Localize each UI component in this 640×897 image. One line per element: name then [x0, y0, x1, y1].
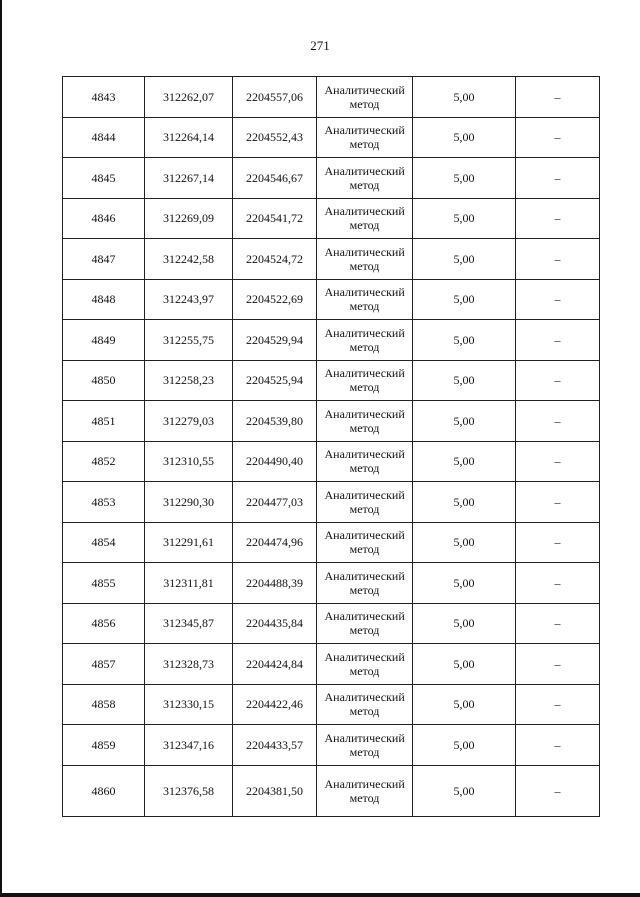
accuracy-cell — [413, 725, 516, 766]
method-text: Аналитический метод — [324, 649, 405, 678]
y-coordinate-text: 2204422,46 — [246, 697, 303, 712]
accuracy-cell — [413, 360, 516, 401]
method-text: Аналитический метод — [324, 204, 405, 233]
note-cell — [516, 482, 600, 523]
note-text: – — [554, 737, 561, 752]
y-coordinate-text: 2204546,67 — [246, 170, 303, 185]
y-coordinate-text: 2204525,94 — [246, 373, 303, 388]
point-number-text: 4853 — [91, 494, 116, 509]
y-coordinate-cell — [233, 360, 317, 401]
table-row — [63, 603, 600, 644]
y-coordinate-cell — [233, 198, 317, 239]
x-coordinate-cell — [145, 360, 233, 401]
y-coordinate-text: 2204433,57 — [246, 737, 303, 752]
x-coordinate-text: 312243,97 — [163, 292, 214, 307]
x-coordinate-cell — [145, 603, 233, 644]
accuracy-text: 5,00 — [453, 656, 475, 671]
method-cell — [317, 603, 413, 644]
note-cell — [516, 441, 600, 482]
y-coordinate-cell — [233, 77, 317, 118]
table-row — [63, 77, 600, 118]
x-coordinate-text: 312310,55 — [163, 454, 214, 469]
y-coordinate-text: 2204474,96 — [246, 535, 303, 550]
y-coordinate-text: 2204557,06 — [246, 89, 303, 104]
method-text: Аналитический метод — [324, 487, 405, 516]
y-coordinate-text: 2204490,40 — [246, 454, 303, 469]
point-number-text: 4848 — [91, 292, 116, 307]
note-cell — [516, 239, 600, 280]
note-cell — [516, 320, 600, 361]
accuracy-cell — [413, 603, 516, 644]
table-row — [63, 684, 600, 725]
point-number-cell — [63, 320, 145, 361]
accuracy-text: 5,00 — [453, 737, 475, 752]
x-coordinate-cell — [145, 441, 233, 482]
table-row — [63, 563, 600, 604]
note-cell — [516, 644, 600, 685]
method-cell — [317, 77, 413, 118]
x-coordinate-cell — [145, 239, 233, 280]
point-number-cell — [63, 765, 145, 816]
method-cell — [317, 765, 413, 816]
note-cell — [516, 765, 600, 816]
x-coordinate-text: 312376,58 — [163, 783, 214, 798]
x-coordinate-text: 312264,14 — [163, 130, 214, 145]
y-coordinate-cell — [233, 603, 317, 644]
method-text: Аналитический метод — [324, 82, 405, 111]
coordinates-table — [62, 76, 600, 817]
x-coordinate-cell — [145, 522, 233, 563]
point-number-cell — [63, 603, 145, 644]
method-cell — [317, 158, 413, 199]
note-text: – — [554, 292, 561, 307]
x-coordinate-cell — [145, 320, 233, 361]
point-number-cell — [63, 360, 145, 401]
accuracy-cell — [413, 401, 516, 442]
point-number-text: 4859 — [91, 737, 116, 752]
y-coordinate-cell — [233, 725, 317, 766]
point-number-text: 4852 — [91, 454, 116, 469]
table-row — [63, 279, 600, 320]
y-coordinate-text: 2204477,03 — [246, 494, 303, 509]
method-text: Аналитический метод — [324, 568, 405, 597]
note-text: – — [554, 130, 561, 145]
accuracy-text: 5,00 — [453, 783, 475, 798]
method-text: Аналитический метод — [324, 730, 405, 759]
y-coordinate-cell — [233, 239, 317, 280]
accuracy-cell — [413, 320, 516, 361]
y-coordinate-text: 2204522,69 — [246, 292, 303, 307]
x-coordinate-text: 312290,30 — [163, 494, 214, 509]
y-coordinate-text: 2204529,94 — [246, 332, 303, 347]
point-number-text: 4850 — [91, 373, 116, 388]
accuracy-text: 5,00 — [453, 697, 475, 712]
point-number-text: 4843 — [91, 89, 116, 104]
x-coordinate-text: 312345,87 — [163, 616, 214, 631]
method-text: Аналитический метод — [324, 690, 405, 719]
x-coordinate-cell — [145, 279, 233, 320]
accuracy-text: 5,00 — [453, 332, 475, 347]
y-coordinate-cell — [233, 320, 317, 361]
point-number-cell — [63, 725, 145, 766]
note-cell — [516, 279, 600, 320]
point-number-text: 4847 — [91, 251, 116, 266]
method-cell — [317, 360, 413, 401]
method-cell — [317, 563, 413, 604]
y-coordinate-text: 2204424,84 — [246, 656, 303, 671]
point-number-cell — [63, 482, 145, 523]
point-number-text: 4860 — [91, 783, 116, 798]
method-cell — [317, 198, 413, 239]
note-text: – — [554, 170, 561, 185]
point-number-text: 4858 — [91, 697, 116, 712]
table-row — [63, 360, 600, 401]
point-number-cell — [63, 158, 145, 199]
y-coordinate-cell — [233, 279, 317, 320]
point-number-text: 4846 — [91, 211, 116, 226]
note-text: – — [554, 251, 561, 266]
note-text: – — [554, 616, 561, 631]
y-coordinate-cell — [233, 158, 317, 199]
x-coordinate-text: 312242,58 — [163, 251, 214, 266]
accuracy-cell — [413, 765, 516, 816]
x-coordinate-cell — [145, 158, 233, 199]
y-coordinate-cell — [233, 765, 317, 816]
method-cell — [317, 441, 413, 482]
point-number-text: 4844 — [91, 130, 116, 145]
note-text: – — [554, 454, 561, 469]
y-coordinate-text: 2204539,80 — [246, 413, 303, 428]
x-coordinate-cell — [145, 563, 233, 604]
accuracy-text: 5,00 — [453, 251, 475, 266]
method-cell — [317, 320, 413, 361]
x-coordinate-text: 312311,81 — [163, 575, 214, 590]
note-text: – — [554, 535, 561, 550]
accuracy-text: 5,00 — [453, 211, 475, 226]
method-cell — [317, 482, 413, 523]
x-coordinate-text: 312330,15 — [163, 697, 214, 712]
x-coordinate-text: 312258,23 — [163, 373, 214, 388]
table-row — [63, 158, 600, 199]
y-coordinate-cell — [233, 644, 317, 685]
y-coordinate-cell — [233, 563, 317, 604]
accuracy-cell — [413, 239, 516, 280]
accuracy-cell — [413, 644, 516, 685]
note-cell — [516, 401, 600, 442]
note-cell — [516, 198, 600, 239]
point-number-cell — [63, 117, 145, 158]
method-text: Аналитический метод — [324, 609, 405, 638]
method-cell — [317, 644, 413, 685]
x-coordinate-cell — [145, 765, 233, 816]
note-text: – — [554, 656, 561, 671]
accuracy-text: 5,00 — [453, 89, 475, 104]
note-text: – — [554, 575, 561, 590]
point-number-cell — [63, 441, 145, 482]
y-coordinate-text: 2204435,84 — [246, 616, 303, 631]
point-number-cell — [63, 279, 145, 320]
table-row — [63, 441, 600, 482]
note-text: – — [554, 494, 561, 509]
accuracy-cell — [413, 441, 516, 482]
note-cell — [516, 158, 600, 199]
accuracy-text: 5,00 — [453, 130, 475, 145]
accuracy-cell — [413, 482, 516, 523]
point-number-cell — [63, 644, 145, 685]
x-coordinate-cell — [145, 644, 233, 685]
x-coordinate-cell — [145, 117, 233, 158]
table-row — [63, 644, 600, 685]
accuracy-cell — [413, 198, 516, 239]
point-number-cell — [63, 239, 145, 280]
point-number-text: 4849 — [91, 332, 116, 347]
y-coordinate-text: 2204552,43 — [246, 130, 303, 145]
table-body — [63, 77, 600, 817]
method-text: Аналитический метод — [324, 776, 405, 805]
note-text: – — [554, 413, 561, 428]
x-coordinate-text: 312267,14 — [163, 170, 214, 185]
table-row — [63, 198, 600, 239]
x-coordinate-cell — [145, 482, 233, 523]
x-coordinate-text: 312262,07 — [163, 89, 214, 104]
accuracy-text: 5,00 — [453, 292, 475, 307]
method-text: Аналитический метод — [324, 406, 405, 435]
note-cell — [516, 725, 600, 766]
note-text: – — [554, 373, 561, 388]
x-coordinate-text: 312347,16 — [163, 737, 214, 752]
y-coordinate-cell — [233, 482, 317, 523]
table-row — [63, 117, 600, 158]
method-cell — [317, 239, 413, 280]
x-coordinate-cell — [145, 401, 233, 442]
point-number-cell — [63, 77, 145, 118]
x-coordinate-text: 312255,75 — [163, 332, 214, 347]
table-row — [63, 725, 600, 766]
x-coordinate-cell — [145, 198, 233, 239]
note-text: – — [554, 697, 561, 712]
accuracy-cell — [413, 77, 516, 118]
accuracy-text: 5,00 — [453, 575, 475, 590]
x-coordinate-text: 312279,03 — [163, 413, 214, 428]
method-cell — [317, 401, 413, 442]
note-text: – — [554, 211, 561, 226]
note-cell — [516, 603, 600, 644]
point-number-cell — [63, 401, 145, 442]
note-text: – — [554, 89, 561, 104]
note-cell — [516, 117, 600, 158]
table-row — [63, 320, 600, 361]
page-number: 271 — [310, 38, 330, 53]
accuracy-cell — [413, 684, 516, 725]
method-text: Аналитический метод — [324, 163, 405, 192]
point-number-cell — [63, 522, 145, 563]
method-text: Аналитический метод — [324, 244, 405, 273]
method-text: Аналитический метод — [324, 285, 405, 314]
point-number-text: 4857 — [91, 656, 116, 671]
note-cell — [516, 684, 600, 725]
table-row — [63, 401, 600, 442]
note-cell — [516, 77, 600, 118]
point-number-cell — [63, 563, 145, 604]
y-coordinate-text: 2204524,72 — [246, 251, 303, 266]
accuracy-text: 5,00 — [453, 454, 475, 469]
point-number-cell — [63, 684, 145, 725]
method-cell — [317, 522, 413, 563]
accuracy-text: 5,00 — [453, 170, 475, 185]
y-coordinate-cell — [233, 117, 317, 158]
accuracy-cell — [413, 117, 516, 158]
accuracy-text: 5,00 — [453, 494, 475, 509]
accuracy-text: 5,00 — [453, 373, 475, 388]
y-coordinate-text: 2204488,39 — [246, 575, 303, 590]
method-text: Аналитический метод — [324, 325, 405, 354]
method-text: Аналитический метод — [324, 366, 405, 395]
x-coordinate-cell — [145, 77, 233, 118]
table-row — [63, 482, 600, 523]
method-cell — [317, 117, 413, 158]
method-cell — [317, 684, 413, 725]
point-number-text: 4855 — [91, 575, 116, 590]
note-cell — [516, 563, 600, 604]
point-number-cell — [63, 198, 145, 239]
x-coordinate-text: 312328,73 — [163, 656, 214, 671]
x-coordinate-text: 312291,61 — [163, 535, 214, 550]
accuracy-text: 5,00 — [453, 616, 475, 631]
y-coordinate-cell — [233, 441, 317, 482]
method-text: Аналитический метод — [324, 123, 405, 152]
accuracy-text: 5,00 — [453, 535, 475, 550]
accuracy-cell — [413, 522, 516, 563]
accuracy-cell — [413, 158, 516, 199]
method-cell — [317, 279, 413, 320]
accuracy-cell — [413, 563, 516, 604]
point-number-text: 4856 — [91, 616, 116, 631]
y-coordinate-cell — [233, 401, 317, 442]
accuracy-cell — [413, 279, 516, 320]
method-text: Аналитический метод — [324, 447, 405, 476]
table-row — [63, 522, 600, 563]
note-text: – — [554, 332, 561, 347]
note-cell — [516, 522, 600, 563]
note-text: – — [554, 783, 561, 798]
point-number-text: 4851 — [91, 413, 116, 428]
x-coordinate-cell — [145, 725, 233, 766]
y-coordinate-text: 2204381,50 — [246, 783, 303, 798]
x-coordinate-cell — [145, 684, 233, 725]
method-cell — [317, 725, 413, 766]
accuracy-text: 5,00 — [453, 413, 475, 428]
y-coordinate-text: 2204541,72 — [246, 211, 303, 226]
table-row — [63, 765, 600, 816]
point-number-text: 4845 — [91, 170, 116, 185]
y-coordinate-cell — [233, 684, 317, 725]
x-coordinate-text: 312269,09 — [163, 211, 214, 226]
point-number-text: 4854 — [91, 535, 116, 550]
method-text: Аналитический метод — [324, 528, 405, 557]
y-coordinate-cell — [233, 522, 317, 563]
note-cell — [516, 360, 600, 401]
table-row — [63, 239, 600, 280]
